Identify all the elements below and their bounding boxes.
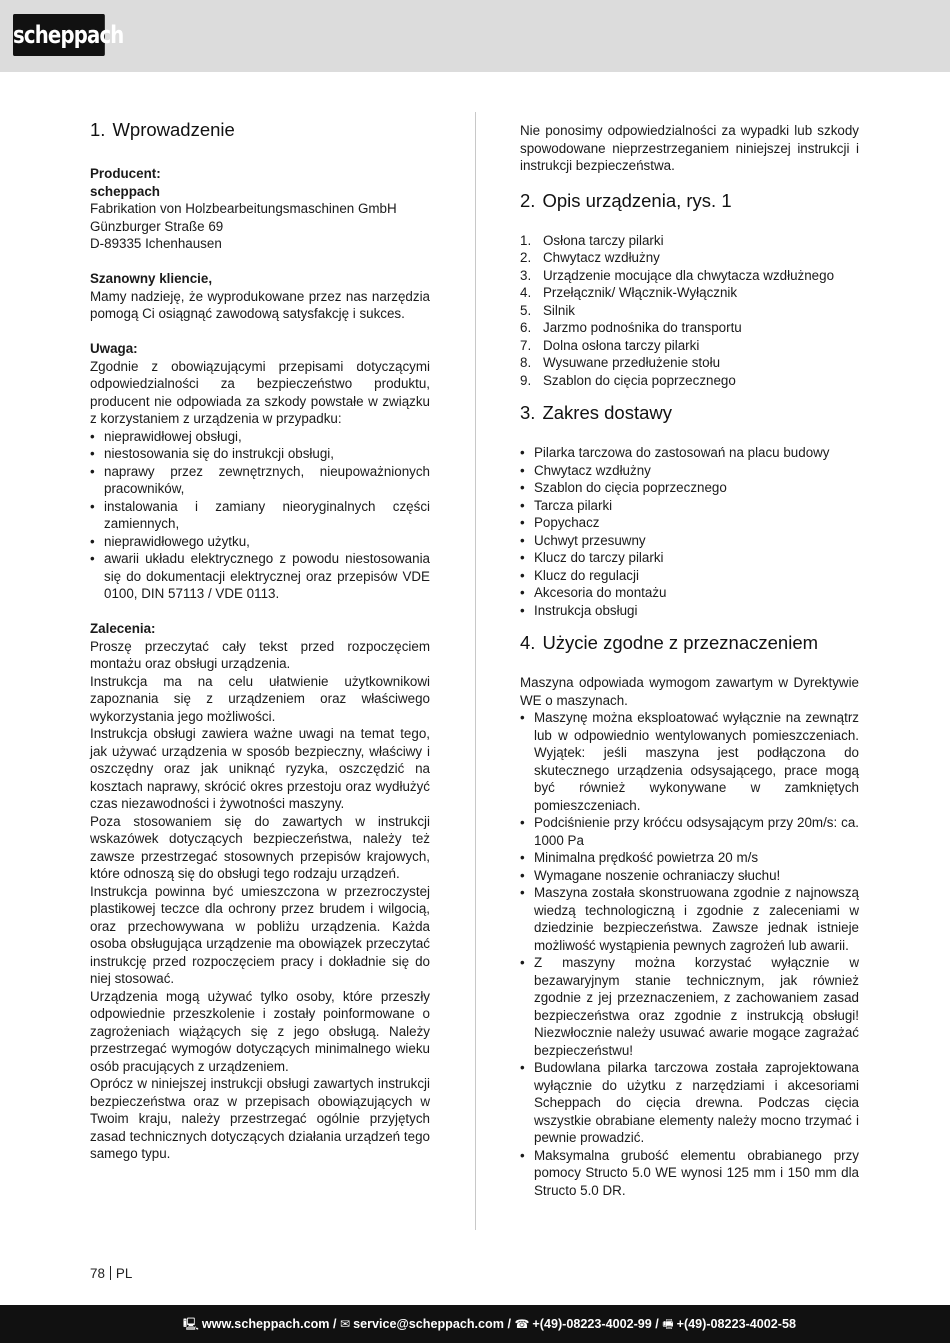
- list-item: • Maksymalna grubość elementu obrabianego przy pomocy Structo 5.0 WE wynosi 125 mm i 150 mm dla Structo 5.0 DR.: [520, 1147, 859, 1200]
- list-item: • Maszynę można eksploatować wyłącznie na zewnątrz lub w odpowiednio wentylowanych pomieszczeniach. Wyjątek: jeśli maszyna jest podłączona do skutecznego urządzenia odsysającego, prace mogą być również wykonywane w zamkniętych pomieszczeniach.: [520, 709, 859, 814]
- address-line: D-89335 Ichenhausen: [90, 236, 222, 251]
- list-item: • awarii układu elektrycznego z powodu niestosowania się do dokumentacji elektrycznej oraz przepisów VDE 0100, DIN 57113 / VDE 0113.: [90, 550, 430, 603]
- recommendation-paragraph: Instrukcja obsługi zawiera ważne uwagi na temat tego, jak używać urządzenia w sposób bezpieczny, właściwy i oszczędny oraz jak uniknąć ryzyka, oszczędzić na kosztach naprawy, skrócić okres przestoju oraz wydłużyć czas niezawodności i żywotności maszyny.: [90, 726, 430, 811]
- list-item: • Szablon do cięcia poprzecznego: [520, 479, 859, 497]
- list-item: 9. Szablon do cięcia poprzecznego: [520, 372, 736, 388]
- footer-email: service@scheppach.com /: [353, 1317, 511, 1331]
- section-3-heading: 3. Zakres dostawy: [520, 402, 672, 423]
- list-item: 5. Silnik: [520, 302, 575, 318]
- list-item: • Popychacz: [520, 514, 859, 532]
- list-item: • niestosowania się do instrukcji obsługi,: [90, 445, 430, 463]
- list-item: 6. Jarzmo podnośnika do transportu: [520, 320, 742, 335]
- right-column: [520, 122, 859, 1199]
- recommendation-paragraph: Instrukcja powinna być umieszczona w przezroczystej plastikowej teczce dla ochrony przez brudem i wilgocią, oraz przechowywana w pobliżu urządzenia. Każda osoba obsługująca urządzenie ma obowiązek przeczytać instrukcję przed rozpoczęciem pracy i dokładnie się do niej stosować.: [90, 883, 430, 986]
- recommendations-label: Zalecenia:: [90, 621, 156, 636]
- list-item: • Minimalna prędkość powietrza 20 m/s: [520, 849, 859, 867]
- left-column: [90, 118, 430, 1163]
- recommendation-paragraph: Instrukcja ma na celu ułatwienie użytkownikowi zapoznania się z urządzeniem oraz właściwego wykorzystania jego możliwości.: [90, 673, 430, 724]
- usage-list: [520, 709, 859, 1199]
- list-item: • Podciśnienie przy króćcu odsysającym przy 20m/s: ca. 1000 Pa: [520, 814, 859, 849]
- fax-icon: 🖷: [662, 1317, 674, 1331]
- liability-text: Nie ponosimy odpowiedzialności za wypadki lub szkody spowodowane nieprzestrzeganiem niniejszej instrukcji i instrukcji bezpieczeństwa.: [520, 123, 859, 173]
- list-item: 2. Chwytacz wzdłużny: [520, 250, 660, 265]
- brand-logo: scheppach: [13, 14, 105, 56]
- list-item: • Tarcza pilarki: [520, 497, 859, 515]
- section-2-heading: 2. Opis urządzenia, rys. 1: [520, 189, 732, 211]
- computer-icon: 🖳: [182, 1317, 199, 1331]
- column-divider: [475, 112, 476, 1230]
- phone-icon: ☎: [514, 1317, 530, 1331]
- footer-fax: +(49)-08223-4002-58: [676, 1317, 796, 1331]
- list-item: 3. Urządzenie mocujące dla chwytacza wzdłużnego: [520, 267, 835, 283]
- list-item: • Klucz do tarczy pilarki: [520, 549, 859, 567]
- list-item: • instalowania i zamiany nieoryginalnych części zamiennych,: [90, 498, 430, 533]
- producer-name: scheppach: [90, 183, 160, 199]
- parts-list: [520, 232, 859, 390]
- recommendation-paragraph: Poza stosowaniem się do zawartych w instrukcji wskazówek dotyczących bezpieczeństwa, należy też zawsze przestrzegać stosownych przepisów krajowych, które odnoszą się do obsługi tego rodzaju urządzeń.: [90, 813, 430, 881]
- note-list: [90, 428, 430, 603]
- footer-bar: [0, 1305, 950, 1343]
- footer-phone: +(49)-08223-4002-99 /: [532, 1317, 659, 1331]
- mail-icon: ✉: [340, 1317, 351, 1331]
- delivery-list: [520, 444, 859, 619]
- list-item: • Uchwyt przesuwny: [520, 532, 859, 550]
- recommendation-paragraph: Urządzenia mogą używać tylko osoby, które przeszły odpowiednie przeszkolenie i zostały poinformowane o zagrożeniach wiążących się z jego obsługą. Należy przestrzegać wymogów dotyczących minimalnego wieku osób pracujących z urządzeniem.: [90, 988, 430, 1074]
- note-label: Uwaga:: [90, 341, 138, 356]
- address-line: Fabrikation von Holzbearbeitungsmaschinen GmbH: [90, 201, 397, 216]
- list-item: • Klucz do regulacji: [520, 567, 859, 585]
- list-item: • Z maszyny można korzystać wyłącznie w bezawaryjnym stanie technicznym, jak również zgodnie z jej przeznaczeniem, z zachowaniem zasad bezpieczeństwa oraz zgodnie z instrukcją obsługi! Niezwłocznie należy usuwać awarie mogące zagrażać bezpieczeństwu!: [520, 954, 859, 1059]
- page-number: 78 PL: [90, 1266, 133, 1281]
- note-text: Zgodnie z obowiązującymi przepisami dotyczącymi odpowiedzialności za bezpieczeństwo produktu, producent nie odpowiada za szkody powstałe w związku z korzystaniem z urządzenia w przypadku:: [90, 358, 430, 426]
- list-item: 1. Osłona tarczy pilarki: [520, 232, 664, 248]
- greeting-label: Szanowny kliencie,: [90, 271, 213, 286]
- list-item: • Wymagane noszenie ochraniaczy słuchu!: [520, 867, 859, 885]
- list-item: 4. Przełącznik/ Włącznik-Wyłącznik: [520, 285, 738, 300]
- section-4-heading: 4. Użycie zgodne z przeznaczeniem: [520, 632, 819, 653]
- section-1-heading: 1. Wprowadzenie: [90, 119, 235, 140]
- list-item: 8. Wysuwane przedłużenie stołu: [520, 355, 721, 370]
- list-item: • Maszyna została skonstruowana zgodnie z najnowszą wiedzą technologiczną i zgodnie z zaleceniami w dziedzinie bezpieczeństwa. Zawsze jednak istnieje możliwość wystąpienia pewnych zagrożeń lub awarii.: [520, 884, 859, 954]
- list-item: • Akcesoria do montażu: [520, 584, 859, 602]
- producer-label: Producent:: [90, 166, 161, 181]
- recommendation-paragraph: Oprócz w niniejszej instrukcji obsługi zawartych instrukcji bezpieczeństwa oraz w przepisach obowiązujących w Twoim kraju, należy przestrzegać ogólnie przyjętych zasad technicznych dotyczących działania urządzeń tego samego typu.: [90, 1076, 430, 1161]
- address-line: Günzburger Straße 69: [90, 218, 224, 234]
- list-item: • nieprawidłowej obsługi,: [90, 428, 430, 446]
- header-bar: [0, 0, 950, 72]
- list-item: • Pilarka tarczowa do zastosowań na placu budowy: [520, 444, 859, 462]
- list-item: 7. Dolna osłona tarczy pilarki: [520, 337, 700, 353]
- list-item: • Instrukcja obsługi: [520, 602, 859, 620]
- footer-website: www.scheppach.com /: [201, 1317, 337, 1331]
- recommendation-paragraph: Proszę przeczytać cały tekst przed rozpoczęciem montażu oraz obsługi urządzenia.: [90, 638, 430, 671]
- list-item: • Budowlana pilarka tarczowa została zaprojektowana wyłącznie do użytku z narzędziami i akcesoriami Scheppach do cięcia drewna. Podczas cięcia wszystkie obrabiane elementy należy mocno trzymać i pewnie prowadzić.: [520, 1059, 859, 1147]
- list-item: • naprawy przez zewnętrznych, nieupoważnionych pracowników,: [90, 463, 430, 498]
- list-item: • nieprawidłowego użytku,: [90, 533, 430, 551]
- list-item: • Chwytacz wzdłużny: [520, 462, 859, 480]
- greeting-text: Mamy nadzieję, że wyprodukowane przez nas narzędzia pomogą Ci osiągnąć zawodową satysfakcję i sukces.: [90, 288, 430, 321]
- usage-intro: Maszyna odpowiada wymogom zawartym w Dyrektywie WE o maszynach.: [520, 675, 859, 708]
